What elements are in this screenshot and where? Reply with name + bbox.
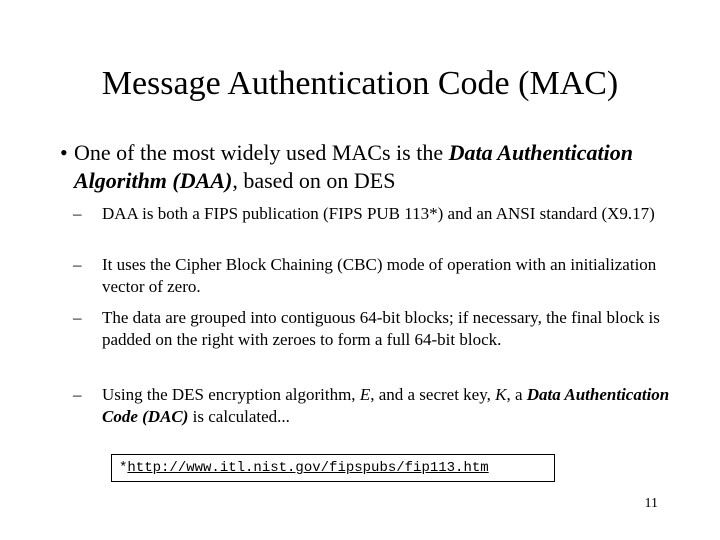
sub-bullet-text: DAA is both a FIPS publication (FIPS PUB 113*) and an ANSI standard (X9.17) xyxy=(102,204,655,223)
dash-mark: – xyxy=(73,255,82,274)
footnote-link[interactable]: http://www.itl.nist.gov/fipspubs/fip113.htm xyxy=(127,460,489,476)
sub-bullet-text: The data are grouped into contiguous 64-bit blocks; if necessary, the final block is padded on the right with zeroes to form a full 64-bit block. xyxy=(102,308,660,349)
dac-text-part-2: , and a secret key, xyxy=(370,385,496,404)
symbol-e: E xyxy=(359,385,371,404)
sub-bullet-blocks xyxy=(73,307,673,351)
main-bullet-text-part-2: , based on on DES xyxy=(232,168,396,193)
footnote-box xyxy=(111,454,555,482)
symbol-k: K xyxy=(495,385,507,404)
main-bullet xyxy=(60,139,690,195)
sub-bullet-dac xyxy=(73,384,673,428)
sub-bullet-fips xyxy=(73,203,673,225)
bullet-mark: • xyxy=(60,140,68,165)
dac-text-part-1: Using the DES encryption algorithm, xyxy=(102,385,360,404)
slide-title: Message Authentication Code (MAC) xyxy=(101,65,619,102)
main-bullet-text-part-1: One of the most widely used MACs is the xyxy=(74,140,449,165)
dash-mark: – xyxy=(73,308,82,327)
sub-bullet-cbc xyxy=(73,254,673,298)
dac-text-part-3: , a xyxy=(506,385,527,404)
main-bullet-text xyxy=(60,139,690,195)
dash-mark: – xyxy=(73,204,82,223)
dac-text-part-4: is calculated... xyxy=(188,407,290,426)
footnote-asterisk: * xyxy=(119,460,128,476)
dash-mark: – xyxy=(73,385,82,404)
sub-bullet-text xyxy=(73,384,673,428)
page-number: 11 xyxy=(644,496,658,511)
sub-bullet-text: It uses the Cipher Block Chaining (CBC) mode of operation with an initialization vector of zero. xyxy=(102,255,657,296)
daa-term: Data Authentication Algorithm (DAA) xyxy=(74,140,633,193)
dac-term: Data Authentication Code (DAC) xyxy=(102,385,670,426)
